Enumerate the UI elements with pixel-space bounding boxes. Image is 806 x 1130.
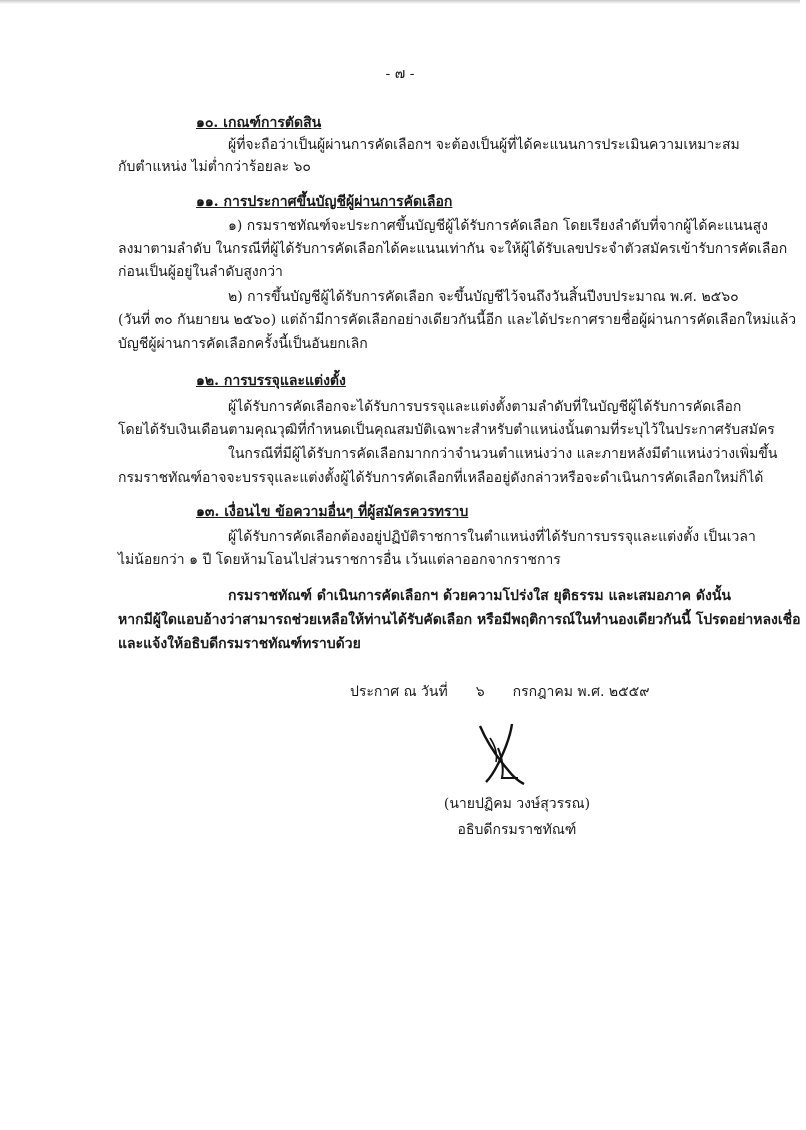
notice-line-1: กรมราชทัณฑ์ ดำเนินการคัดเลือกฯ ด้วยความโปร่งใส ยุติธรรม และเสมอภาค ดังนั้น: [228, 588, 731, 604]
section-11-line-6: บัญชีผู้ผ่านการคัดเลือกครั้งนี้เป็นอันยกเลิก: [118, 336, 368, 352]
section-11-line-4: ๒) การขึ้นบัญชีผู้ได้รับการคัดเลือก จะขึ้นบัญชีไว้จนถึงวันสิ้นปีงบประมาณ พ.ศ. ๒๕๖๐: [228, 289, 739, 305]
announce-prefix: ประกาศ ณ วันที่: [350, 684, 448, 700]
signatory-name: (นายปฏิคม วงษ์สุวรรณ): [443, 796, 591, 812]
section-11-heading: ๑๑. การประกาศขึ้นบัญชีผู้ผ่านการคัดเลือก: [196, 194, 453, 210]
section-12-line-2: โดยได้รับเงินเดือนตามคุณวุฒิที่กำหนดเป็นคุณสมบัติเฉพาะสำหรับตำแหน่งนั้นตามที่ระบุไว้ในประกาศรับสมัคร: [118, 422, 775, 438]
section-11-line-2: ลงมาตามลำดับ ในกรณีที่ผู้ได้รับการคัดเลือกได้คะแนนเท่ากัน จะให้ผู้ได้รับเลขประจำตัวสมัครเข้ารับการคัดเลือก: [118, 241, 788, 257]
announcement-date: [350, 681, 650, 703]
section-10-line-2: กับตำแหน่ง ไม่ต่ำกว่าร้อยละ ๖๐: [118, 159, 311, 175]
section-12-line-4: กรมราชทัณฑ์อาจจะบรรจุและแต่งตั้งผู้ได้รับการคัดเลือกที่เหลืออยู่ดังกล่าวหรือจะดำเนินการคัดเลือกใหม่ก็ได้: [118, 470, 764, 486]
section-13-line-1: ผู้ได้รับการคัดเลือกต้องอยู่ปฏิบัติราชการในตำแหน่งที่ได้รับการบรรจุและแต่งตั้ง เป็นเวลา: [228, 529, 756, 545]
announce-month-year: กรกฎาคม พ.ศ. ๒๕๕๙: [512, 684, 650, 700]
announce-day: ๖: [475, 684, 485, 700]
section-10-heading: ๑๐. เกณฑ์การตัดสิน: [196, 115, 322, 131]
section-12-heading: ๑๒. การบรรจุและแต่งตั้ง: [196, 373, 346, 389]
section-11-line-3: ก่อนเป็นผู้อยู่ในลำดับสูงกว่า: [118, 264, 283, 280]
section-12-line-1: ผู้ได้รับการคัดเลือกจะได้รับการบรรจุและแต่งตั้งตามลำดับที่ในบัญชีผู้ได้รับการคัดเลือก: [228, 399, 742, 415]
section-12-line-3: ในกรณีที่มีผู้ได้รับการคัดเลือกมากกว่าจำนวนตำแหน่งว่าง และภายหลังมีตำแหน่งว่างเพิ่มขึ้น: [228, 446, 778, 462]
handwritten-signature: [468, 718, 538, 788]
section-13-line-2: ไม่น้อยกว่า ๑ ปี โดยห้ามโอนไปส่วนราชการอื่น เว้นแต่ลาออกจากราชการ: [118, 552, 561, 568]
section-10-line-1: ผู้ที่จะถือว่าเป็นผู้ผ่านการคัดเลือกฯ จะต้องเป็นผู้ที่ได้คะแนนการประเมินความเหมาะสม: [228, 137, 740, 153]
section-13-heading: ๑๓. เงื่อนไข ข้อความอื่นๆ ที่ผู้สมัครควรทราบ: [196, 504, 469, 520]
notice-line-2: หากมีผู้ใดแอบอ้างว่าสามารถช่วยเหลือให้ท่านได้รับคัดเลือก หรือมีพฤติการณ์ในทำนองเดียวกันนี้ โปรดอย่าหลงเชื่อ: [118, 612, 801, 628]
notice-line-3: และแจ้งให้อธิบดีกรมราชทัณฑ์ทราบด้วย: [118, 636, 361, 652]
section-11-line-1: ๑) กรมราชทัณฑ์จะประกาศขึ้นบัญชีผู้ได้รับการคัดเลือก โดยเรียงลำดับที่จากผู้ได้คะแนนสูง: [228, 218, 768, 234]
signatory-position: อธิบดีกรมราชทัณฑ์: [457, 822, 577, 838]
section-11-line-5: (วันที่ ๓๐ กันยายน ๒๕๖๐) แต่ถ้ามีการคัดเลือกอย่างเดียวกันนี้อีก และได้ประกาศรายชื่อผู้ผ่านการคัดเลือกใหม่แล้ว: [118, 312, 797, 328]
page-number: - ๗ -: [385, 66, 415, 82]
